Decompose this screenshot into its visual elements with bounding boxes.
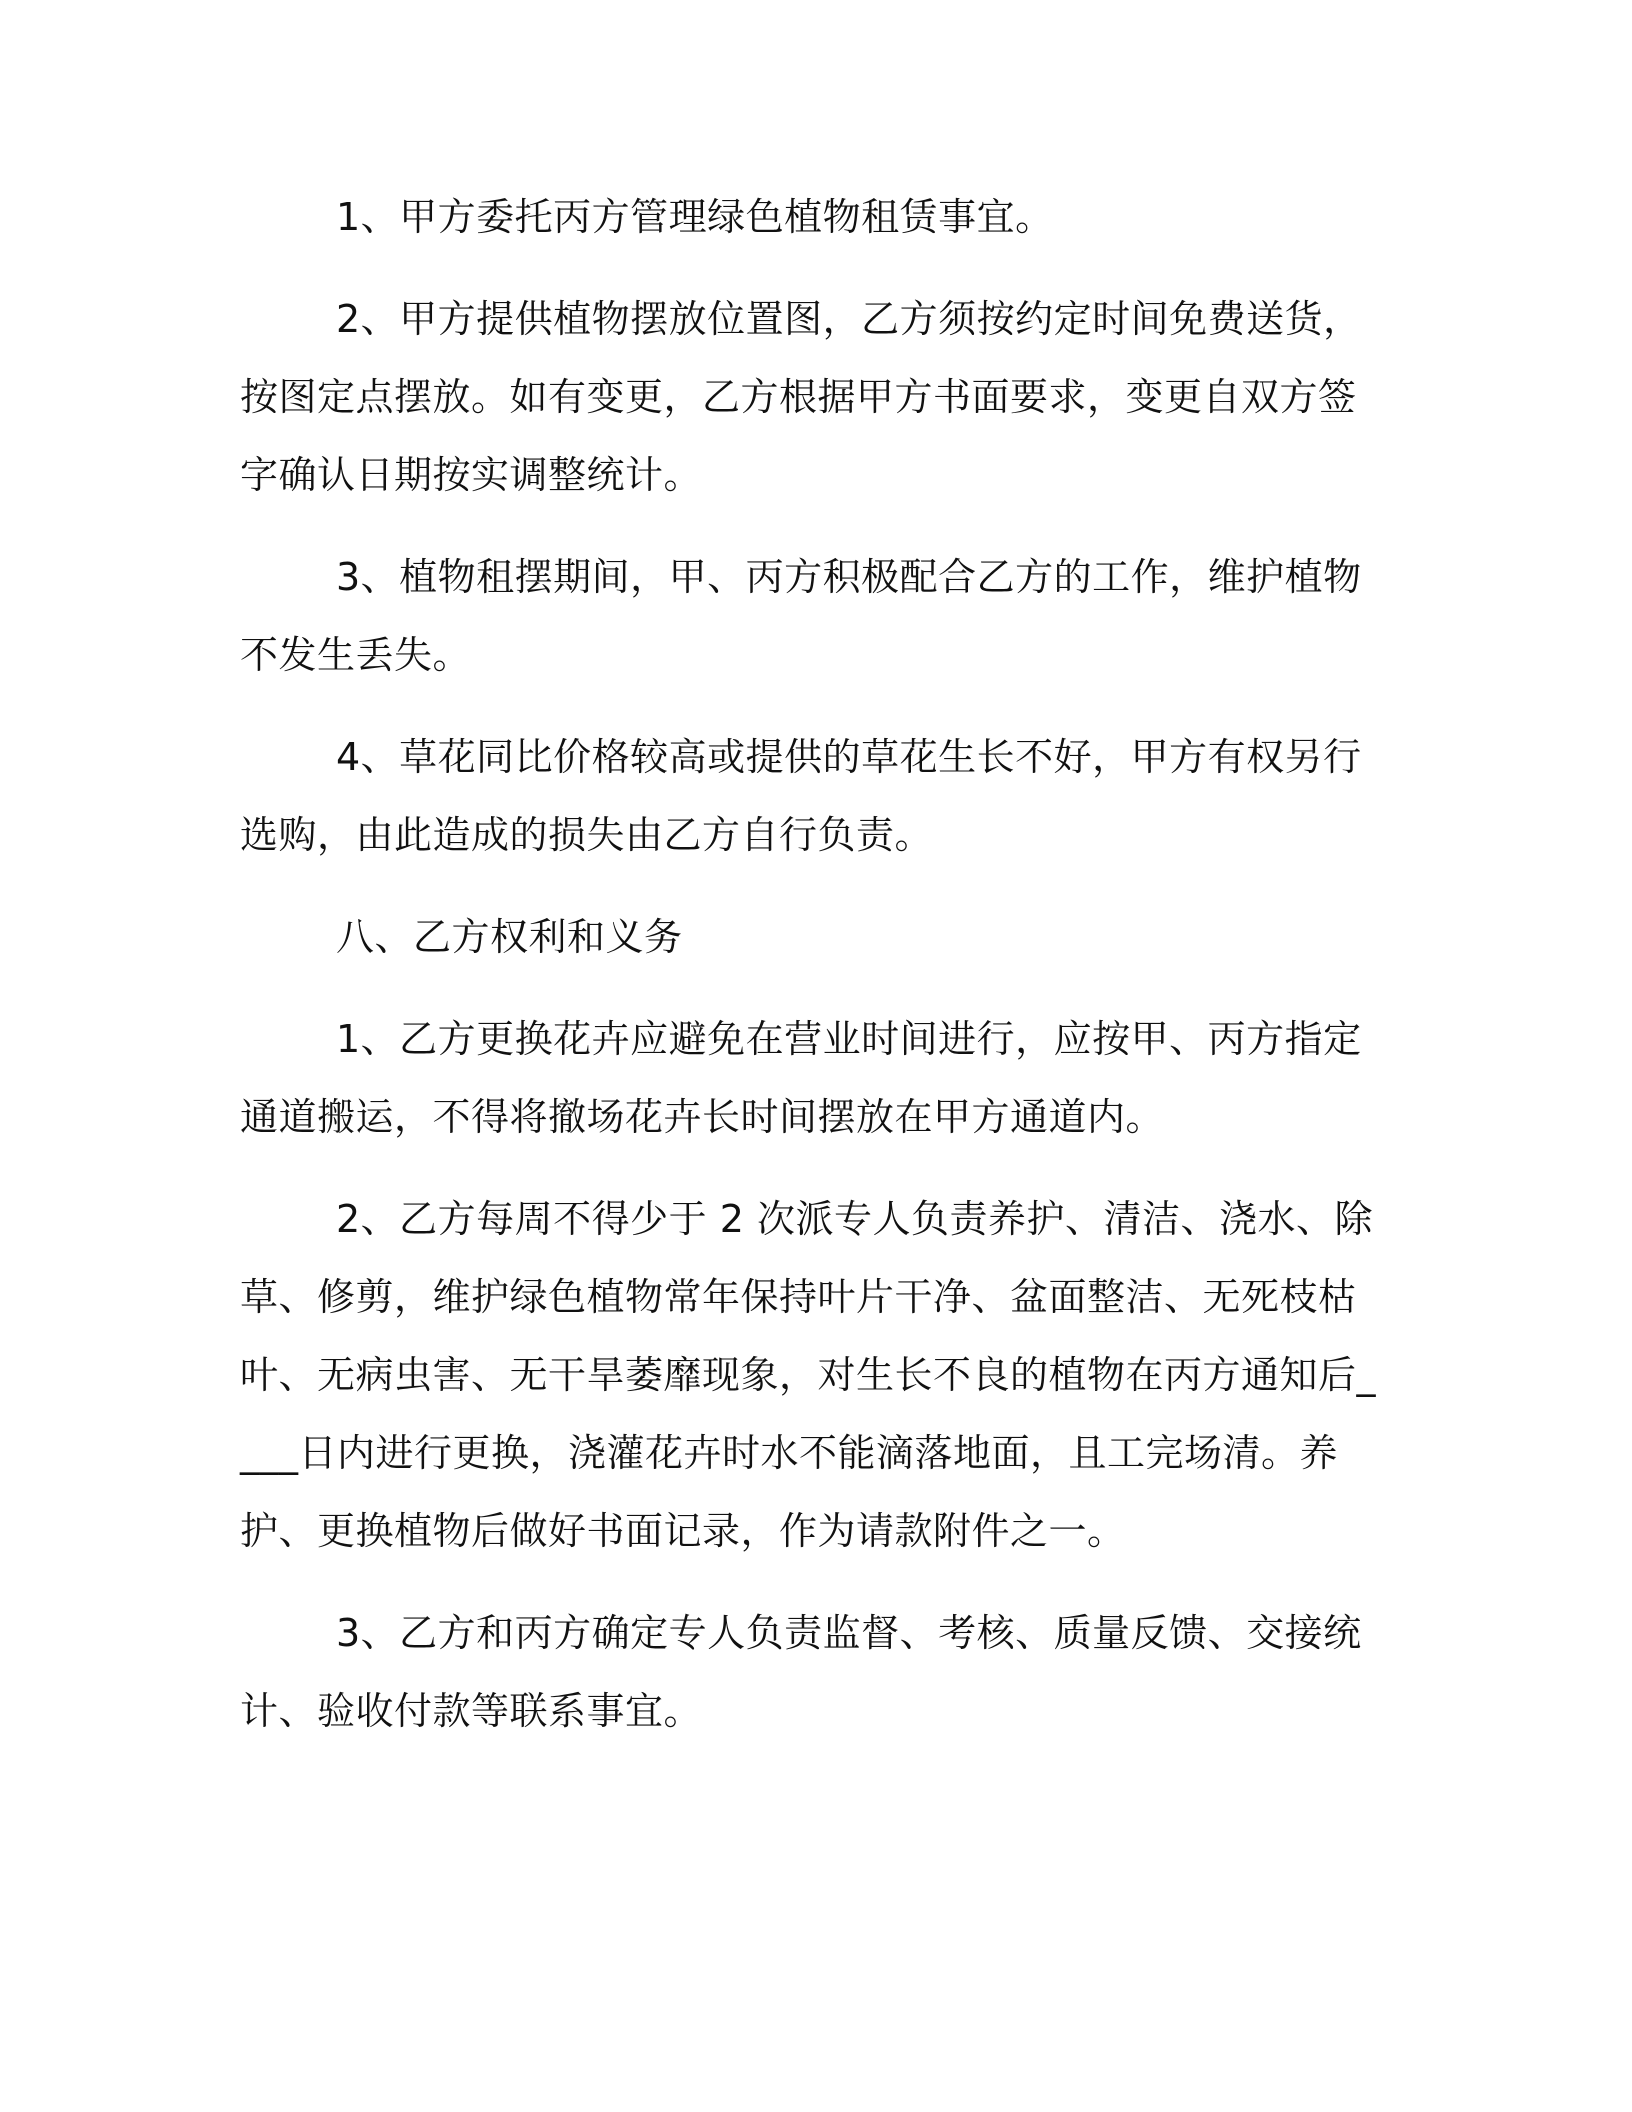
paragraph-item-3: 3、植物租摆期间，甲、丙方积极配合乙方的工作，维护植物不发生丢失。 (240, 555, 1362, 677)
section-heading: 八、乙方权利和义务 (336, 915, 683, 959)
paragraph-item-5: 1、乙方更换花卉应避免在营业时间进行，应按甲、丙方指定通道搬运，不得将撤场花卉长时间摆放在甲方通道内。 (240, 1017, 1362, 1139)
document-body (240, 178, 1390, 1774)
paragraph-item-4: 4、草花同比价格较高或提供的草花生长不好，甲方有权另行选购，由此造成的损失由乙方自行负责。 (240, 735, 1362, 857)
paragraph-item-2: 2、甲方提供植物摆放位置图，乙方须按约定时间免费送货，按图定点摆放。如有变更，乙方根据甲方书面要求，变更自双方签字确认日期按实调整统计。 (240, 297, 1362, 497)
paragraph-item-6: 2、乙方每周不得少于 2 次派专人负责养护、清洁、浇水、除草、修剪，维护绿色植物常年保持叶片干净、盆面整洁、无死枝枯叶、无病虫害、无干旱萎靡现象，对生长不良的植物在丙方通知后____日内进行更换，浇灌花卉时水不能滴落地面，且工完场清。养护、更换植物后做好书面记录，作为请款附件之一。 (240, 1197, 1377, 1553)
paragraph-item-7: 3、乙方和丙方确定专人负责监督、考核、质量反馈、交接统计、验收付款等联系事宜。 (240, 1611, 1362, 1733)
paragraph-item-1: 1、甲方委托丙方管理绿色植物租赁事宜。 (336, 195, 1054, 239)
